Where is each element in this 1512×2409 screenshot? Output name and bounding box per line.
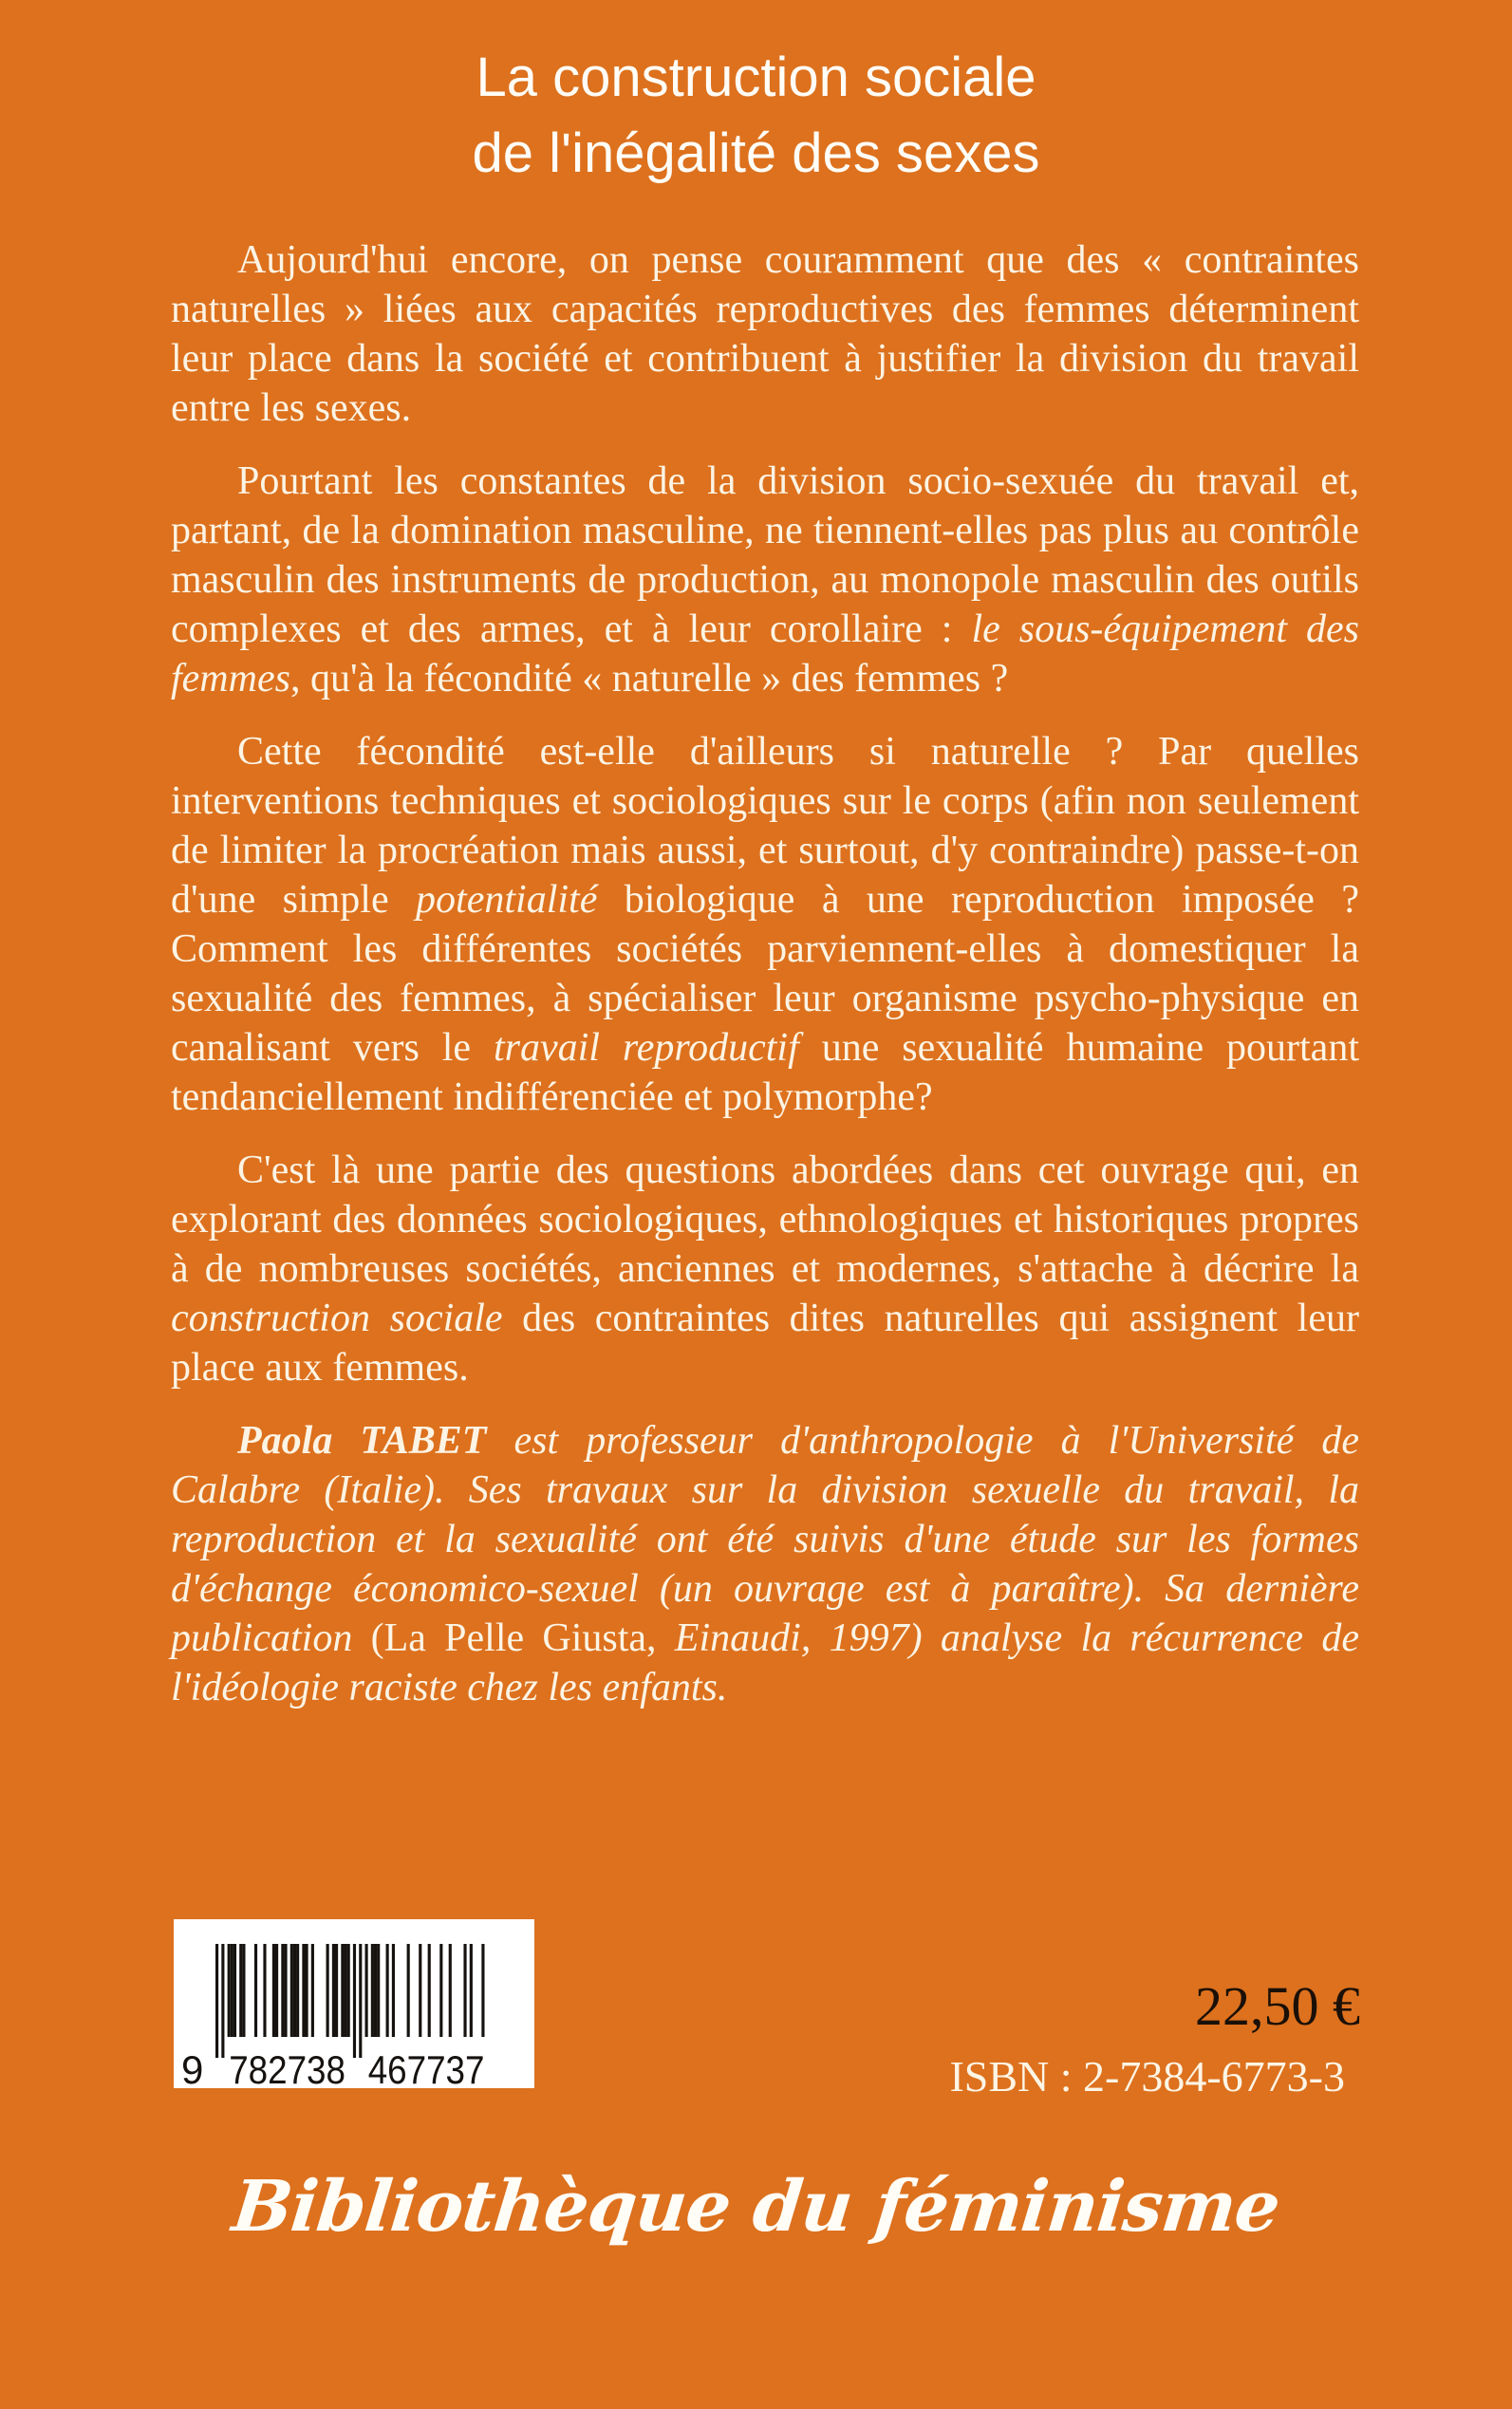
text-segment: Paola TABET [237,1419,487,1463]
back-cover-text [171,235,1359,1736]
svg-text:467737: 467737 [367,2047,485,2088]
paragraph [171,727,1359,1122]
text-segment: le sous-équipement des femmes [171,607,1359,700]
text-segment: , qu'à la fécondité « naturelle » des femmes ? [289,657,1009,700]
text-segment: travail reproductif [493,1026,799,1070]
paragraph [171,1416,1359,1712]
text-segment: Einaudi, 1997) analyse la récurrence de l'idéologie raciste chez les enfants. [171,1616,1359,1709]
text-segment: une sexualité humaine pourtant tendanciellement indifférenciée et polymorphe? [171,1026,1359,1119]
paragraph [171,235,1359,433]
price: 22,50 € [1195,1975,1360,2037]
book-title [0,40,1512,192]
svg-text:9: 9 [181,2047,204,2088]
text-segment: Pourtant les constantes de la division socio-sexuée du travail et, partant, de la domination masculine, ne tiennent-elles pas plus au contrôle masculin des instruments de production, au monopole masculin des outils complexes et des armes, et à leur corollaire : [171,459,1359,651]
text-segment: C'est là une partie des questions abordées dans cet ouvrage qui, en explorant des données sociologiques, ethnologiques et historiques propres à de nombreuses sociétés, anciennes et modernes, s'attache à décrire la [171,1148,1359,1291]
svg-text:782738: 782738 [229,2047,345,2088]
barcode-bars [174,1944,534,2088]
text-segment: des contraintes dites naturelles qui assignent leur place aux femmes. [171,1297,1359,1390]
paragraph [171,1146,1359,1392]
paragraph [171,457,1359,703]
text-segment: est professeur d'anthropologie à l'Université de Calabre (Italie). Ses travaux sur la division sexuelle du travail, la reproduction et la sexualité ont été suivis d'une étude sur les formes d'échange économico-sexuel (un ouvrage est à paraître). Sa dernière publication [171,1419,1359,1660]
isbn: ISBN : 2-7384-6773-3 [949,2052,1345,2101]
title-line-1: La construction sociale [476,47,1036,108]
title-line-2: de l'inégalité des sexes [472,122,1040,184]
text-segment: construction sociale [171,1297,503,1340]
barcode [174,1919,534,2088]
collection-name: Bibliothèque du féminisme [228,2166,1284,2248]
text-segment: potentialité [416,878,598,922]
text-segment: Cette fécondité est-elle d'ailleurs si naturelle ? Par quelles interventions techniques et sociologiques sur le corps (afin non seulement de limiter la procréation mais aussi, et surtout, d'y contraindre) passe-t-on d'une simple [171,730,1359,922]
text-segment: (La Pelle Giusta, [370,1616,675,1660]
text-segment: Aujourd'hui encore, on pense couramment que des « contraintes naturelles » liées aux capacités reproductives des femmes déterminent leur place dans la société et contribuent à justifier la division du travail entre les sexes. [171,238,1359,430]
text-segment: biologique à une reproduction imposée ? Comment les différentes sociétés parviennent-elles à domestiquer la sexualité des femmes, à spécialiser leur organisme psycho-physique en canalisant vers le [171,878,1359,1070]
